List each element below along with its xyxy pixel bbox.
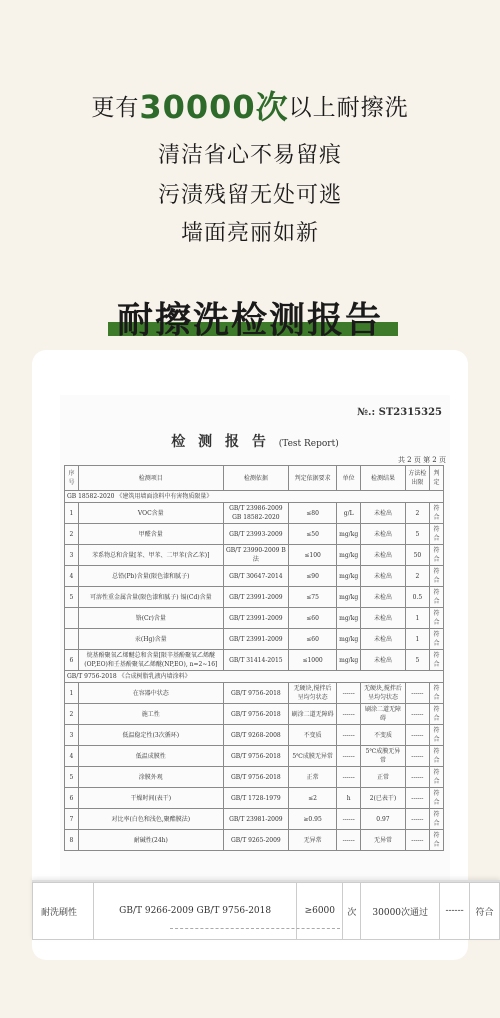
table-cell: GB/T 9756-2018: [223, 746, 288, 767]
highlight-cell: 符合: [470, 883, 500, 940]
table-cell: GB/T 23991-2009: [223, 629, 288, 650]
table-cell: ------: [405, 704, 429, 725]
table-cell: 方法检出限: [405, 466, 429, 491]
table-cell: g/L: [337, 503, 361, 524]
table-row: [65, 608, 444, 629]
table-cell: GB/T 23991-2009: [223, 587, 288, 608]
table-cell: 符合: [430, 503, 444, 524]
table-cell: 符合: [430, 704, 444, 725]
table-cell: 未检出: [361, 524, 406, 545]
table-cell: GB/T 23991-2009: [223, 608, 288, 629]
table-cell: mg/kg: [337, 545, 361, 566]
table-cell: 1: [405, 629, 429, 650]
table-cell: 总铅(Pb)含量(限色漆和腻子): [78, 566, 223, 587]
table-cell: 判定依据要求: [289, 466, 337, 491]
table-cell: GB/T 23990-2009 B法: [223, 545, 288, 566]
table-cell: 刷涂二道无障碍: [289, 704, 337, 725]
table-cell: 4: [65, 746, 79, 767]
table-cell: ≤75: [289, 587, 337, 608]
table-cell: 6: [65, 650, 79, 671]
table-cell: 无硬块,搅拌后呈均匀状态: [361, 683, 406, 704]
table-cell: [65, 608, 79, 629]
table-cell: 4: [65, 566, 79, 587]
table-cell: GB/T 23981-2009: [223, 809, 288, 830]
table-cell: 0.97: [361, 809, 406, 830]
table-cell: GB/T 9268-2008: [223, 725, 288, 746]
table-cell: GB/T 9265-2009: [223, 830, 288, 851]
table-cell: 8: [65, 830, 79, 851]
table-cell: 符合: [430, 650, 444, 671]
table-cell: 符合: [430, 587, 444, 608]
table-cell: 耐碱性(24h): [78, 830, 223, 851]
table-cell: 不变质: [289, 725, 337, 746]
highlight-cell: GB/T 9266-2009 GB/T 9756-2018: [93, 883, 296, 940]
table-cell: ------: [405, 809, 429, 830]
table-cell: 检测依据: [223, 466, 288, 491]
table-cell: 符合: [430, 629, 444, 650]
table-cell: mg/kg: [337, 608, 361, 629]
table-cell: 检测结果: [361, 466, 406, 491]
table-cell: 判定: [430, 466, 444, 491]
table-cell: GB/T 1728-1979: [223, 788, 288, 809]
table-cell: 未检出: [361, 608, 406, 629]
table-cell: ------: [337, 809, 361, 830]
table-cell: 符合: [430, 725, 444, 746]
table-cell: 施工性: [78, 704, 223, 725]
table-cell: 符合: [430, 683, 444, 704]
section-label: GB 18582-2020 《建筑用墙面涂料中有害物质限量》: [65, 491, 444, 503]
table-cell: 符合: [430, 767, 444, 788]
hero-section: [0, 0, 500, 330]
highlight-cell: ------: [440, 883, 470, 940]
table-cell: 5℃成膜无异常: [289, 746, 337, 767]
report-table: [64, 465, 444, 851]
table-cell: 未检出: [361, 650, 406, 671]
table-row: [65, 746, 444, 767]
page-indicator: 共 2 页 第 2 页: [397, 456, 446, 464]
table-row: [65, 704, 444, 725]
table-cell: 6: [65, 788, 79, 809]
table-cell: 不变质: [361, 725, 406, 746]
table-row: [65, 629, 444, 650]
table-cell: GB/T 9756-2018: [223, 704, 288, 725]
table-row: [65, 545, 444, 566]
table-cell: 未检出: [361, 545, 406, 566]
table-cell: 3: [65, 725, 79, 746]
hero-line-2: 清洁省心不易留痕: [157, 143, 342, 168]
table-cell: 可溶性重金属含量(限色漆和腻子) 镉(Cd)含量: [78, 587, 223, 608]
table-cell: 符合: [430, 746, 444, 767]
table-cell: 2: [405, 566, 429, 587]
table-cell: 50: [405, 545, 429, 566]
table-cell: ≥0.95: [289, 809, 337, 830]
table-cell: 刷涂二道无障碍: [361, 704, 406, 725]
table-row: [65, 788, 444, 809]
highlight-cell: 次: [343, 883, 361, 940]
table-cell: ≤60: [289, 629, 337, 650]
highlight-cell: ≥6000: [297, 883, 343, 940]
table-cell: ------: [405, 767, 429, 788]
table-cell: 未检出: [361, 629, 406, 650]
table-cell: 3: [65, 545, 79, 566]
table-cell: mg/kg: [337, 629, 361, 650]
table-cell: 符合: [430, 566, 444, 587]
table-cell: 2: [405, 503, 429, 524]
table-cell: 未检出: [361, 587, 406, 608]
table-cell: 在容器中状态: [78, 683, 223, 704]
table-cell: 5: [65, 587, 79, 608]
table-cell: GB/T 30647-2014: [223, 566, 288, 587]
table-cell: 无异常: [361, 830, 406, 851]
table-cell: ------: [337, 767, 361, 788]
table-cell: ≤90: [289, 566, 337, 587]
table-cell: 2(已表干): [361, 788, 406, 809]
table-cell: 检测项目: [78, 466, 223, 491]
table-cell: ≤80: [289, 503, 337, 524]
table-cell: 0.5: [405, 587, 429, 608]
table-row: [65, 650, 444, 671]
highlight-cell: 30000次通过: [361, 883, 440, 940]
report-title: 检 测 报 告 (Test Report): [171, 434, 339, 450]
table-cell: mg/kg: [337, 524, 361, 545]
table-cell: ------: [405, 746, 429, 767]
table-cell: ≤50: [289, 524, 337, 545]
hero-line-4: 墙面亮丽如新: [180, 221, 319, 246]
table-section-row: [65, 491, 444, 503]
table-cell: GB/T 9756-2018: [223, 767, 288, 788]
table-cell: GB/T 23993-2009: [223, 524, 288, 545]
table-row: [65, 524, 444, 545]
table-cell: GB/T 23986-2009 GB 18582-2020: [223, 503, 288, 524]
table-cell: 1: [405, 608, 429, 629]
highlight-row: [32, 880, 500, 940]
table-row: [65, 830, 444, 851]
table-cell: 序号: [65, 466, 79, 491]
table-section-row: [65, 671, 444, 683]
table-cell: 5: [405, 524, 429, 545]
table-row: [65, 683, 444, 704]
table-header-row: [65, 466, 444, 491]
table-cell: VOC含量: [78, 503, 223, 524]
table-cell: 未检出: [361, 503, 406, 524]
table-row: [65, 587, 444, 608]
table-cell: mg/kg: [337, 566, 361, 587]
table-cell: 符合: [430, 809, 444, 830]
table-cell: ≤60: [289, 608, 337, 629]
table-cell: 铬(Cr)含量: [78, 608, 223, 629]
table-cell: 对比率(白色和浅色,聚酯膜法): [78, 809, 223, 830]
table-cell: [65, 629, 79, 650]
table-cell: 符合: [430, 524, 444, 545]
table-cell: 正常: [289, 767, 337, 788]
table-cell: 1: [65, 683, 79, 704]
table-cell: 正常: [361, 767, 406, 788]
table-cell: 7: [65, 809, 79, 830]
table-row: [65, 725, 444, 746]
table-cell: ------: [405, 788, 429, 809]
dashed-divider: [170, 928, 340, 929]
table-cell: ------: [337, 704, 361, 725]
table-cell: 5℃成膜无异常: [361, 746, 406, 767]
table-row: [65, 767, 444, 788]
table-cell: 汞(Hg)含量: [78, 629, 223, 650]
table-cell: mg/kg: [337, 587, 361, 608]
table-cell: 符合: [430, 545, 444, 566]
table-cell: 符合: [430, 788, 444, 809]
table-cell: 苯系物总和含量[苯、甲苯、二甲苯(含乙苯)]: [78, 545, 223, 566]
table-cell: ------: [337, 746, 361, 767]
table-cell: GB/T 31414-2015: [223, 650, 288, 671]
table-cell: ------: [405, 683, 429, 704]
table-cell: ------: [337, 683, 361, 704]
table-cell: 2: [65, 704, 79, 725]
table-cell: ------: [337, 830, 361, 851]
table-cell: 符合: [430, 830, 444, 851]
table-cell: ≤1000: [289, 650, 337, 671]
table-cell: GB/T 9756-2018: [223, 683, 288, 704]
table-cell: 涂膜外观: [78, 767, 223, 788]
table-row: [65, 503, 444, 524]
table-cell: h: [337, 788, 361, 809]
table-cell: ------: [337, 725, 361, 746]
table-cell: 甲醛含量: [78, 524, 223, 545]
table-cell: mg/kg: [337, 650, 361, 671]
table-cell: 干燥时间(表干): [78, 788, 223, 809]
hero-line-1: 更有30000次以上耐擦洗: [91, 88, 409, 126]
table-cell: 单位: [337, 466, 361, 491]
table-cell: 低温成膜性: [78, 746, 223, 767]
table-row: [65, 809, 444, 830]
table-cell: ≤100: [289, 545, 337, 566]
section-label: GB/T 9756-2018 《合成树脂乳液内墙涂料》: [65, 671, 444, 683]
table-cell: 5: [65, 767, 79, 788]
section-title: 耐擦洗检测报告: [116, 300, 383, 341]
table-cell: 未检出: [361, 566, 406, 587]
hero-line-3: 污渍残留无处可逃: [157, 183, 342, 208]
table-cell: ------: [405, 725, 429, 746]
table-cell: 无异常: [289, 830, 337, 851]
table-cell: ≤2: [289, 788, 337, 809]
report-number: №.: ST2315325: [357, 407, 442, 418]
table-cell: ------: [405, 830, 429, 851]
table-cell: 5: [405, 650, 429, 671]
highlight-number: 30000次: [139, 88, 289, 126]
table-cell: 1: [65, 503, 79, 524]
table-cell: 2: [65, 524, 79, 545]
table-row: [65, 566, 444, 587]
table-cell: 低温稳定性(3次循环): [78, 725, 223, 746]
report-document: [60, 395, 450, 893]
table-cell: 符合: [430, 608, 444, 629]
table-cell: 无硬块,搅拌后呈均匀状态: [289, 683, 337, 704]
highlight-cell: 耐洗刷性: [33, 883, 94, 940]
table-cell: 烷基酚聚氧乙烯醚总和含量[限辛基酚聚氧乙烯醚(OP,EO)和壬基酚聚氧乙烯醚(NP,EO), n=2~16]: [78, 650, 223, 671]
